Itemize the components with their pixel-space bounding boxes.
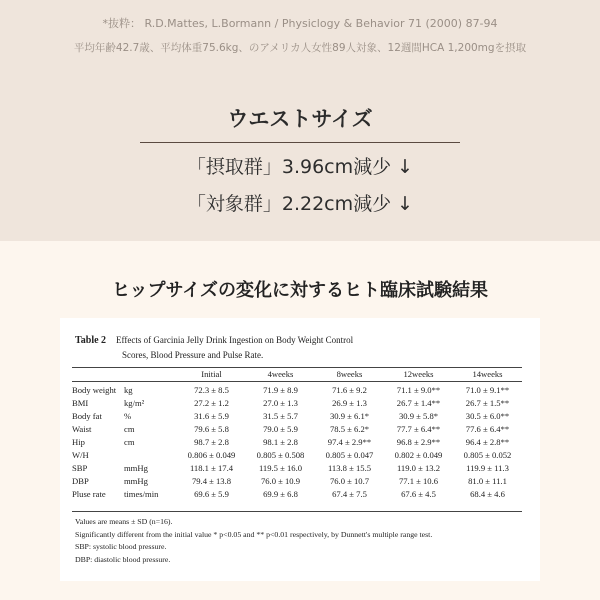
- value-cell: 30.9 ± 5.8*: [398, 411, 439, 421]
- value-cell: 119.0 ± 13.2: [396, 463, 441, 473]
- table-notes: [75, 516, 530, 566]
- hip-section-title: ヒップサイズの変化に対するヒト臨床試験結果: [111, 280, 489, 301]
- value-cell: 31.6 ± 5.9: [194, 411, 229, 421]
- value-cell: 113.8 ± 15.5: [327, 463, 372, 473]
- note-line: SBP: systolic blood pressure.: [75, 542, 167, 551]
- value-cell: 77.6 ± 6.4**: [465, 424, 510, 434]
- row-label-cell: W/H: [72, 450, 89, 460]
- table-row: [72, 436, 522, 449]
- value-cell: 118.1 ± 17.4: [189, 463, 234, 473]
- table-row: [72, 423, 522, 436]
- table-row: [72, 462, 522, 475]
- value-cell: 119.9 ± 11.3: [466, 463, 509, 473]
- summary-panel: [0, 0, 600, 241]
- table-row: [72, 381, 522, 397]
- table-row: [72, 410, 522, 423]
- result-control-group: 「対象群」2.22cm減少 ↓: [186, 193, 414, 215]
- value-cell: 67.6 ± 4.5: [401, 489, 436, 499]
- value-cell: 71.9 ± 8.9: [263, 385, 298, 395]
- value-cell: 30.5 ± 6.0**: [465, 411, 510, 421]
- value-cell: 69.9 ± 6.8: [263, 489, 298, 499]
- value-cell: 0.805 ± 0.052: [463, 450, 512, 460]
- value-cell: 77.7 ± 6.4**: [396, 424, 441, 434]
- value-cell: 96.8 ± 2.9**: [396, 437, 441, 447]
- row-label-cell: Pluse rate: [72, 489, 106, 499]
- value-cell: 71.0 ± 9.1**: [465, 385, 510, 395]
- value-cell: 76.0 ± 10.9: [260, 476, 301, 486]
- row-label-cell: Waist: [72, 424, 92, 434]
- unit-cell: %: [124, 411, 132, 421]
- unit-cell: mmHg: [124, 476, 148, 486]
- value-cell: 30.9 ± 6.1*: [329, 411, 370, 421]
- note-line: Values are means ± SD (n=16).: [75, 517, 173, 526]
- table-label: Table 2: [75, 335, 107, 346]
- header-cell: Initial: [201, 369, 222, 379]
- row-label-cell: Hip: [72, 437, 85, 447]
- caption-line-1: Effects of Garcinia Jelly Drink Ingestion on Body Weight Control: [116, 335, 354, 345]
- row-label-cell: Body weight: [72, 385, 117, 395]
- value-cell: 67.4 ± 7.5: [332, 489, 367, 499]
- value-cell: 0.805 ± 0.508: [256, 450, 305, 460]
- title-divider: [140, 142, 460, 143]
- value-cell: 79.6 ± 5.8: [194, 424, 229, 434]
- value-cell: 31.5 ± 5.7: [263, 411, 298, 421]
- header-cell: 8weeks: [336, 369, 363, 379]
- value-cell: 0.806 ± 0.049: [187, 450, 236, 460]
- value-cell: 98.1 ± 2.8: [263, 437, 298, 447]
- value-cell: 97.4 ± 2.9**: [327, 437, 372, 447]
- note-line: DBP: diastolic blood pressure.: [75, 554, 171, 564]
- value-cell: 26.7 ± 1.5**: [465, 398, 510, 408]
- note-line: Significantly different from the initial value * p<0.05 and ** p<0.01 respectively, by Dunnett's multiple range test.: [75, 529, 433, 539]
- value-cell: 69.6 ± 5.9: [194, 489, 229, 499]
- value-cell: 79.0 ± 5.9: [263, 424, 298, 434]
- table-row: [72, 488, 522, 501]
- value-cell: 26.7 ± 1.4**: [396, 398, 441, 408]
- caption-line-2: Scores, Blood Pressure and Pulse Rate.: [122, 350, 264, 360]
- table-card: [60, 318, 540, 581]
- value-cell: 68.4 ± 4.6: [470, 489, 505, 499]
- header-cell: 14weeks: [472, 369, 503, 379]
- value-cell: 77.1 ± 10.6: [398, 476, 439, 486]
- value-cell: 78.5 ± 6.2*: [329, 424, 370, 434]
- table-row: [72, 397, 522, 410]
- value-cell: 76.0 ± 10.7: [329, 476, 370, 486]
- unit-cell: kg/m²: [124, 398, 145, 408]
- value-cell: 27.2 ± 1.2: [194, 398, 229, 408]
- value-cell: 27.0 ± 1.3: [263, 398, 298, 408]
- value-cell: 79.4 ± 13.8: [191, 476, 232, 486]
- citation-text: *抜粋： R.D.Mattes, L.Bormann / Physiclogy & Behavior 71 (2000) 87-94: [102, 17, 498, 30]
- value-cell: 0.802 ± 0.049: [394, 450, 443, 460]
- result-intake-group: 「摂取群」3.96cm減少 ↓: [186, 156, 414, 178]
- value-cell: 72.3 ± 8.5: [194, 385, 229, 395]
- table-header-row: [72, 368, 522, 381]
- unit-cell: mmHg: [124, 463, 148, 473]
- subjects-text: 平均年齢42.7歳、平均体重75.6kg、のアメリカ人女性89人対象、12週間HCA 1,200mgを摂取: [73, 42, 527, 54]
- row-label-cell: BMI: [72, 398, 89, 408]
- unit-cell: kg: [124, 385, 133, 395]
- value-cell: 71.6 ± 9.2: [332, 385, 367, 395]
- value-cell: 96.4 ± 2.8**: [465, 437, 510, 447]
- value-cell: 81.0 ± 11.1: [468, 476, 507, 486]
- table-row: [72, 475, 522, 488]
- row-label-cell: SBP: [72, 463, 88, 473]
- table-bottom-rule: [72, 511, 522, 512]
- header-cell: 12weeks: [403, 369, 434, 379]
- header-cell: [72, 368, 124, 381]
- unit-cell: cm: [124, 424, 135, 434]
- data-table: [72, 368, 522, 501]
- row-label-cell: Body fat: [72, 411, 102, 421]
- table-row: [72, 449, 522, 462]
- unit-cell: times/min: [124, 489, 159, 499]
- waist-section-title: ウエストサイズ: [227, 107, 373, 131]
- value-cell: 26.9 ± 1.3: [332, 398, 367, 408]
- table-caption: [75, 333, 525, 363]
- value-cell: 0.805 ± 0.047: [325, 450, 374, 460]
- unit-cell: cm: [124, 437, 135, 447]
- unit-cell: [124, 449, 177, 462]
- header-cell: [124, 368, 177, 381]
- row-label-cell: DBP: [72, 476, 89, 486]
- value-cell: 98.7 ± 2.8: [194, 437, 229, 447]
- value-cell: 71.1 ± 9.0**: [396, 385, 441, 395]
- header-cell: 4weeks: [267, 369, 294, 379]
- value-cell: 119.5 ± 16.0: [258, 463, 303, 473]
